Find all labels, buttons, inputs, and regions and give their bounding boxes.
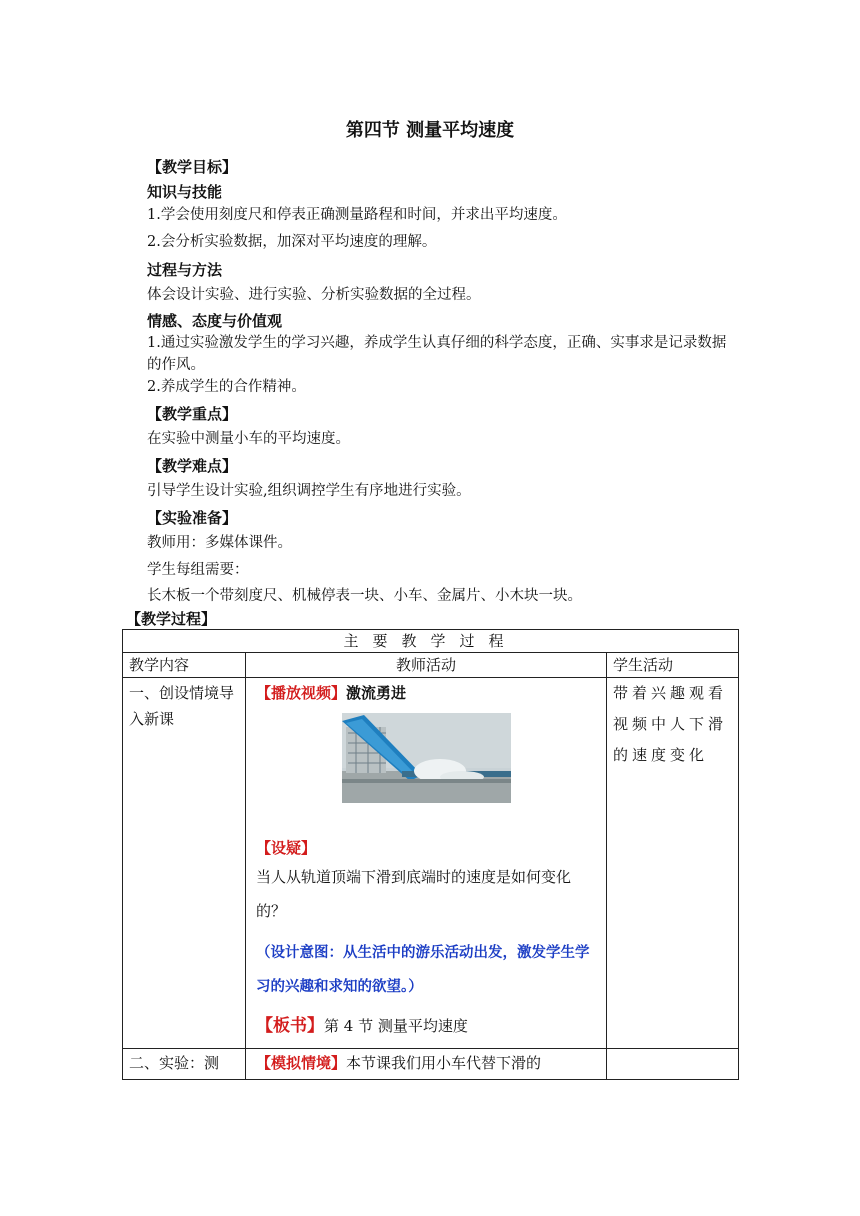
water-ride-photo [342,713,511,803]
attitude-item-1: 1.通过实验激发学生的学习兴趣，养成学生认真仔细的科学态度，正确、实事求是记录数据的作风。 [147,335,727,373]
teaching-process-table [122,629,739,1080]
table-row [123,1049,739,1080]
header-teacher: 教师活动 [246,653,607,678]
question-text: 当人从轨道顶端下滑到底端时的速度是如何变化的？ [256,868,572,920]
table-header-row [123,653,739,678]
preparation-group-items: 长木板一个带刻度尺、机械停表一块、小车、金属片、小木块一块。 [147,588,582,604]
sim-tag: 【模拟情境】 [256,1054,347,1072]
table-row [123,678,739,1049]
key-point-heading: 【教学重点】 [147,405,238,423]
video-line [256,682,598,703]
video-title: 激流勇进 [346,684,407,702]
row2-student-activity [607,1049,739,1080]
difficulty-heading: 【教学难点】 [147,457,238,475]
attitude-item-2: 2.养成学生的合作精神。 [147,379,306,395]
page-title: 第四节 测量平均速度 [345,120,515,141]
board-tag: 【板书】 [256,1016,324,1036]
board-text: 第 4 节 测量平均速度 [324,1017,468,1035]
knowledge-item-1: 1.学会使用刻度尺和停表正确测量路程和时间，并求出平均速度。 [147,207,567,223]
process-heading: 过程与方法 [147,261,223,279]
objectives-heading: 【教学目标】 [147,158,238,176]
board-line [256,1012,598,1040]
preparation-heading: 【实验准备】 [147,509,238,527]
difficulty-text: 引导学生设计实验,组织调控学生有序地进行实验。 [147,483,471,499]
table-caption: 主要教学过程 [123,630,739,653]
preparation-teacher: 教师用：多媒体课件。 [147,535,292,551]
header-student: 学生活动 [607,653,739,678]
header-content: 教学内容 [123,653,246,678]
attitude-heading: 情感、态度与价值观 [147,312,283,330]
row2-teacher-activity [246,1049,607,1080]
row1-teacher-activity [246,678,607,1049]
preparation-group-intro: 学生每组需要： [147,562,249,578]
video-tag: 【播放视频】 [256,684,347,702]
process-text: 体会设计实验、进行实验、分析实验数据的全过程。 [147,287,481,303]
knowledge-heading: 知识与技能 [147,183,223,201]
row1-content: 一、创设情境导入新课 [123,678,246,1049]
knowledge-item-2: 2.会分析实验数据，加深对平均速度的理解。 [147,234,437,250]
question-tag: 【设疑】 [256,839,317,857]
row1-student-activity: 带着兴趣观看视频中人下滑的速度变化 [607,678,739,1049]
design-intent: （设计意图：从生活中的游乐活动出发，激发学生学习的兴趣和求知的欲望。） [256,944,590,995]
key-point-text: 在实验中测量小车的平均速度。 [147,431,350,447]
process-section-heading: 【教学过程】 [126,610,217,628]
sim-text: 本节课我们用小车代替下滑的 [346,1054,542,1072]
row2-content: 二、实验：测 [123,1049,246,1080]
